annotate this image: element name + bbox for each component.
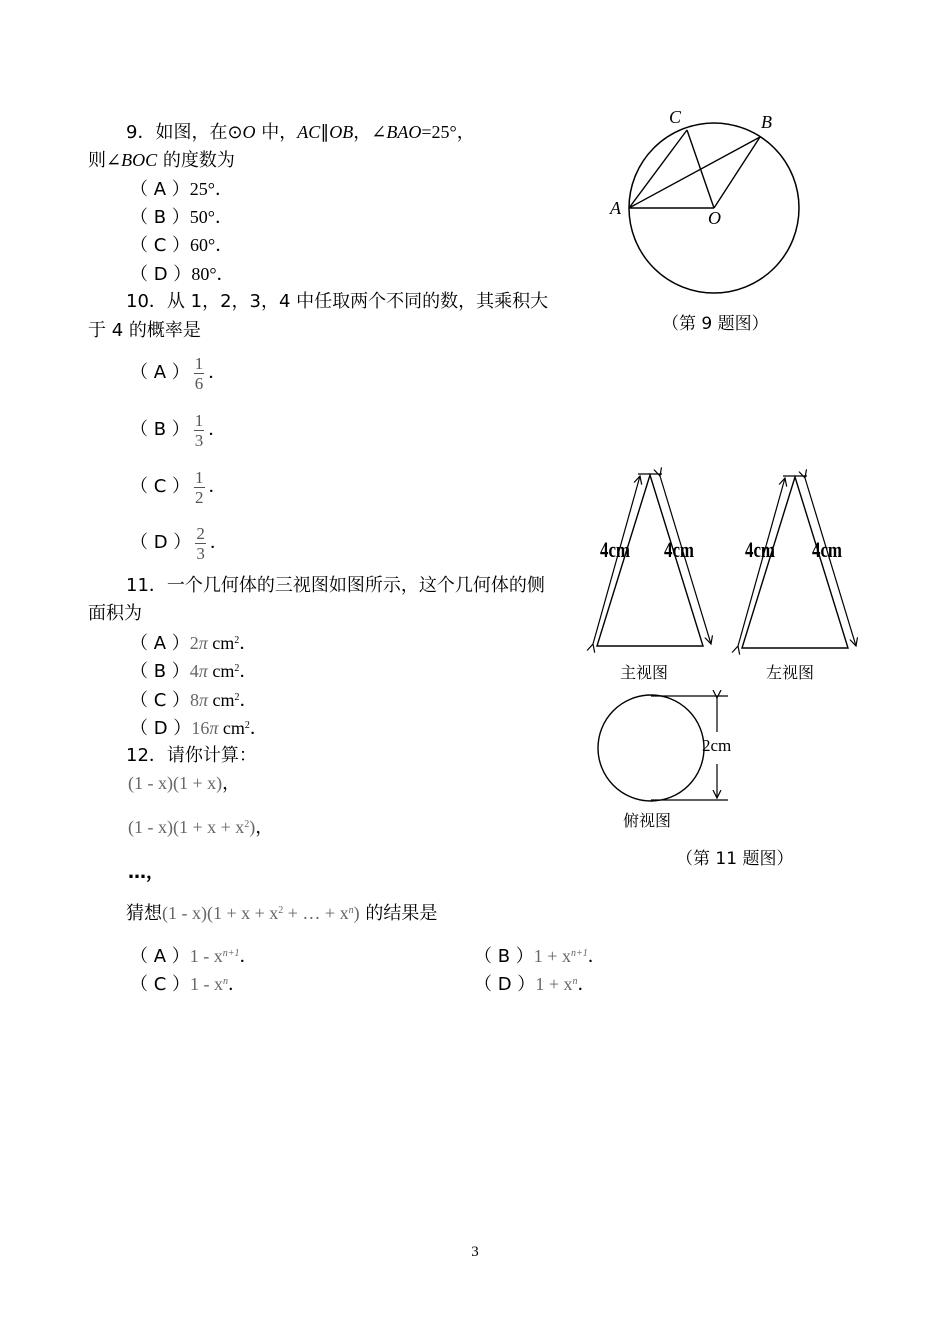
q11-caption: （第 11 题图）: [676, 849, 794, 869]
q11-option-a: （ A ）2π $cm^2$．: [130, 633, 258, 654]
q12-line1: 12．请你计算：: [126, 745, 257, 766]
page-number: 3: [471, 1244, 479, 1260]
left-left-slant-label: 4cm: [745, 537, 775, 562]
left-right-dimension: [805, 478, 856, 646]
parallel-symbol: ∥: [320, 122, 330, 143]
q12-guess: 猜想$(1 - x)(1 + x + x^2$ + … + $x^n$) 的结果是: [126, 903, 438, 924]
q9-option-b: （ B ）50°．: [130, 207, 233, 228]
label-c: C: [669, 107, 682, 127]
fraction: $\frac{1}{2}$: [195, 467, 204, 507]
q9-option-c: （ C ）60°．: [130, 235, 234, 256]
left-left-dimension: [738, 478, 785, 646]
q10-option-b: （ B ） $\frac{1}{3}$ ．: [130, 410, 227, 450]
segment-ab: [629, 137, 760, 208]
fraction: $\frac{1}{3}$: [194, 410, 204, 450]
front-view: [593, 474, 711, 646]
q11-line2: 面积为: [88, 603, 142, 624]
q12-option-a: （ A ）$1 - x^{n+1}$．: [130, 946, 258, 967]
left-triangle: [742, 477, 848, 648]
q11-option-c: （ C ）8π $cm^2$．: [130, 690, 258, 711]
q11-option-b: （ B ）4π $cm^2$．: [130, 661, 258, 682]
q12-option-b: （ B ）$1 + x^{n+1}$．: [474, 946, 606, 967]
q10-option-d: （ D ） $\frac{2}{3}$ ．: [130, 523, 228, 563]
q10-option-c: （ C ） $\frac{1}{2}$ ．: [130, 467, 227, 507]
q12-ellipsis: …，: [128, 862, 164, 883]
circle-symbol: ⊙: [227, 122, 243, 143]
segment-co: [687, 130, 714, 208]
q9-caption: （第 9 题图）: [662, 314, 769, 334]
q12-option-c: （ C ）$1 - x^n$．: [130, 974, 247, 995]
front-right-slant-label: 4cm: [664, 537, 694, 562]
top-circle: [598, 695, 704, 801]
q12-option-d: （ D ）$1 + x^n$．: [474, 974, 596, 995]
top-view: [598, 695, 731, 801]
q12-expr1: (1 - x)(1 + x)，: [128, 773, 241, 794]
q11-option-d: （ D ）16π $cm^2$．: [130, 718, 268, 739]
q9-figure: [600, 100, 820, 310]
q9-number: 9．: [126, 122, 156, 143]
segment-ob: [714, 137, 760, 208]
top-view-label: 俯视图: [623, 811, 672, 830]
q9-option-a: （ A ）25°．: [130, 179, 233, 200]
q9-line1: 9．如图，在⊙O 中，AC∥OB，∠BAO=25°，: [126, 122, 475, 143]
fraction: $\frac{1}{6}$: [194, 353, 204, 393]
q10-line1: 10．从 1，2，3，4 中任取两个不同的数，其乘积大: [126, 291, 549, 312]
front-view-label: 主视图: [620, 663, 669, 682]
label-b: B: [761, 112, 772, 132]
fraction: $\frac{2}{3}$: [196, 523, 205, 563]
label-o: O: [708, 208, 721, 228]
q11-figure: [580, 460, 880, 810]
q10-option-a: （ A ） $\frac{1}{6}$ ．: [130, 353, 227, 393]
q11-line1: 11．一个几何体的三视图如图所示，这个几何体的侧: [126, 575, 545, 596]
q12-expr2: $(1 - x)(1 + x + x^2)$，: [128, 817, 274, 838]
front-left-slant-label: 4cm: [600, 537, 630, 562]
left-view: [738, 476, 856, 648]
q9-option-d: （ D ）80°．: [130, 264, 235, 285]
diameter-label: 2cm: [702, 736, 732, 755]
label-a: A: [610, 198, 621, 218]
left-right-slant-label: 4cm: [812, 537, 842, 562]
left-view-label: 左视图: [766, 663, 815, 682]
q10-line2: 于 4 的概率是: [88, 320, 201, 341]
q9-line2: 则∠BOC 的度数为: [88, 150, 235, 171]
